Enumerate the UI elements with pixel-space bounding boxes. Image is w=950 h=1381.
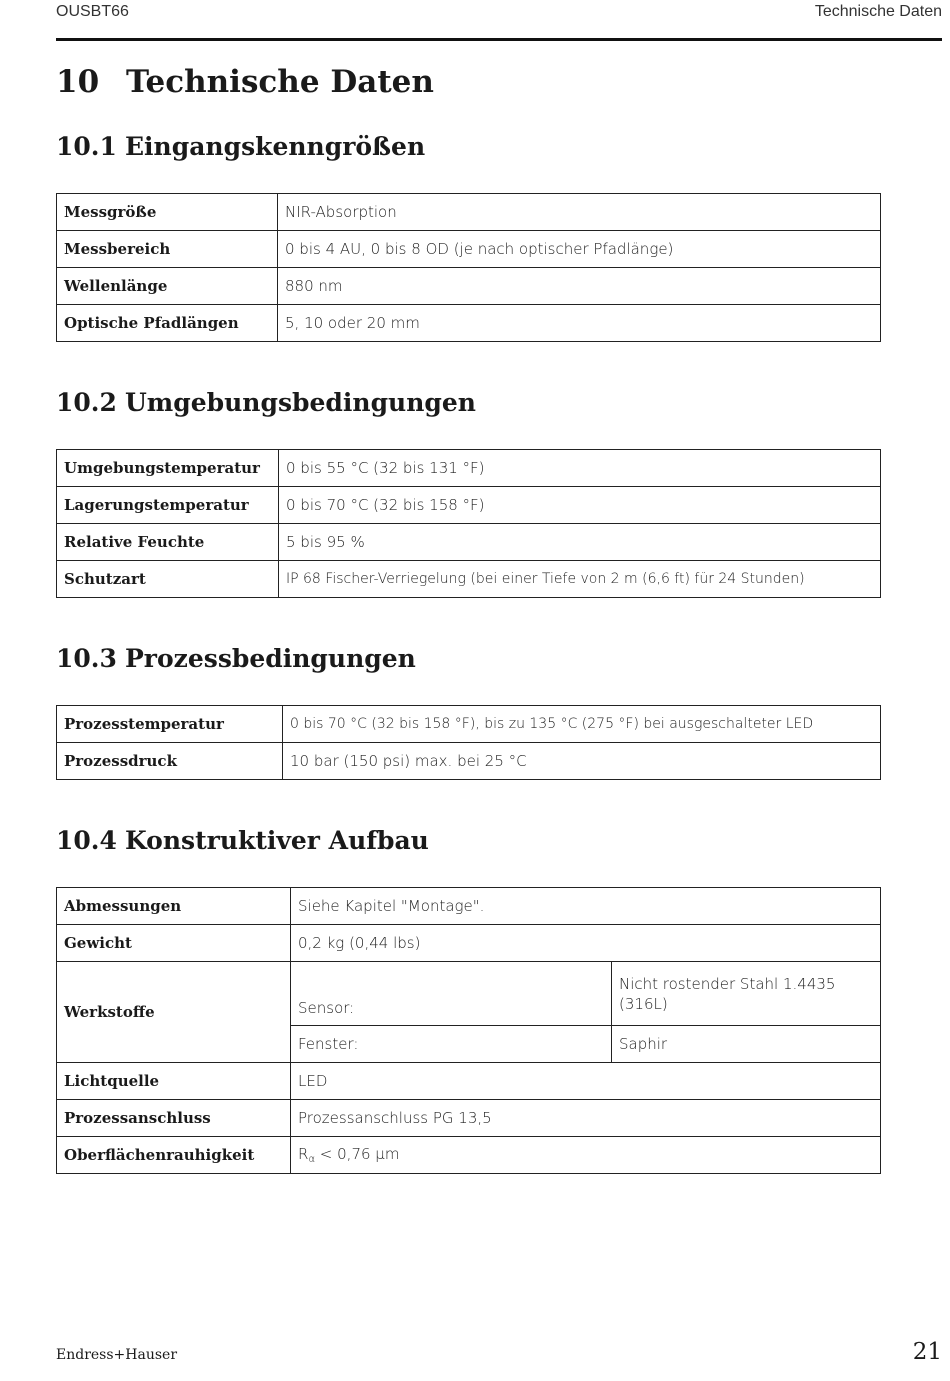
table-row — [57, 962, 881, 1026]
table-row — [57, 706, 881, 743]
row-value: 0 bis 70 °C (32 bis 158 °F) — [279, 487, 881, 524]
section-title: Prozessbedingungen — [125, 644, 416, 673]
section-heading-10-3 — [56, 644, 416, 673]
table-row — [57, 305, 881, 342]
material-label: Fenster: — [291, 1026, 612, 1063]
row-value: 0 bis 55 °C (32 bis 131 °F) — [279, 450, 881, 487]
table-row — [57, 268, 881, 305]
roughness-subscript: α — [308, 1154, 316, 1165]
row-key: Lagerungstemperatur — [57, 487, 279, 524]
row-key: Abmessungen — [57, 888, 291, 925]
material-value: Saphir — [612, 1026, 881, 1063]
row-key: Schutzart — [57, 561, 279, 598]
roughness-symbol: R — [298, 1145, 309, 1163]
page-number: 21 — [912, 1339, 942, 1365]
environment-table — [56, 449, 881, 598]
table-row — [57, 888, 881, 925]
row-value: NIR-Absorption — [278, 194, 881, 231]
material-value: Nicht rostender Stahl 1.4435 (316L) — [612, 962, 881, 1026]
row-key: Gewicht — [57, 925, 291, 962]
table-row — [57, 1100, 881, 1137]
chapter-title: Technische Daten — [126, 64, 434, 100]
row-key: Lichtquelle — [57, 1063, 291, 1100]
section-heading-10-4 — [56, 826, 429, 855]
row-key: Wellenlänge — [57, 268, 278, 305]
row-key: Messbereich — [57, 231, 278, 268]
row-key: Umgebungstemperatur — [57, 450, 279, 487]
row-value: 0 bis 4 AU, 0 bis 8 OD (je nach optischer Pfadlänge) — [278, 231, 881, 268]
section-number: 10.4 — [56, 826, 117, 855]
row-key: Optische Pfadlängen — [57, 305, 278, 342]
table-row — [57, 487, 881, 524]
row-value: LED — [291, 1063, 881, 1100]
header-section-title: Technische Daten — [814, 3, 942, 20]
chapter-heading — [56, 64, 434, 100]
row-value: 5 bis 95 % — [279, 524, 881, 561]
section-title: Konstruktiver Aufbau — [125, 826, 429, 855]
row-value: 0 bis 70 °C (32 bis 158 °F), bis zu 135 °C (275 °F) bei ausgeschalteter LED — [283, 706, 881, 743]
row-value: 5, 10 oder 20 mm — [278, 305, 881, 342]
row-value: 880 nm — [278, 268, 881, 305]
row-key: Werkstoffe — [57, 962, 291, 1063]
row-key: Prozessdruck — [57, 743, 283, 780]
roughness-amount: < 0,76 µm — [315, 1145, 400, 1163]
row-key: Prozessanschluss — [57, 1100, 291, 1137]
row-key: Oberflächenrauhigkeit — [57, 1137, 291, 1174]
row-key: Relative Feuchte — [57, 524, 279, 561]
row-value: Prozessanschluss PG 13,5 — [291, 1100, 881, 1137]
section-heading-10-1 — [56, 132, 425, 161]
section-number: 10.1 — [56, 132, 117, 161]
header-rule — [56, 38, 942, 41]
section-heading-10-2 — [56, 388, 476, 417]
section-title: Eingangskenngrößen — [125, 132, 426, 161]
section-number: 10.2 — [56, 388, 117, 417]
table-row — [57, 194, 881, 231]
chapter-number: 10 — [56, 64, 100, 100]
input-parameters-table — [56, 193, 881, 342]
row-value: Siehe Kapitel "Montage". — [291, 888, 881, 925]
construction-table — [56, 887, 881, 1174]
material-label: Sensor: — [291, 962, 612, 1026]
section-number: 10.3 — [56, 644, 117, 673]
table-row — [57, 561, 881, 598]
section-title: Umgebungsbedingungen — [125, 388, 476, 417]
table-row — [57, 1063, 881, 1100]
table-row — [57, 450, 881, 487]
row-key: Prozesstemperatur — [57, 706, 283, 743]
table-row — [57, 1137, 881, 1174]
header-doc-code: OUSBT66 — [56, 3, 129, 20]
row-value: 0,2 kg (0,44 lbs) — [291, 925, 881, 962]
roughness-value — [291, 1137, 881, 1174]
table-row — [57, 743, 881, 780]
row-key: Messgröße — [57, 194, 278, 231]
table-row — [57, 231, 881, 268]
table-row — [57, 925, 881, 962]
table-row — [57, 524, 881, 561]
process-conditions-table — [56, 705, 881, 780]
row-value: 10 bar (150 psi) max. bei 25 °C — [283, 743, 881, 780]
row-value: IP 68 Fischer-Verriegelung (bei einer Tiefe von 2 m (6,6 ft) für 24 Stunden) — [279, 561, 881, 598]
footer-brand: Endress+Hauser — [56, 1347, 178, 1363]
